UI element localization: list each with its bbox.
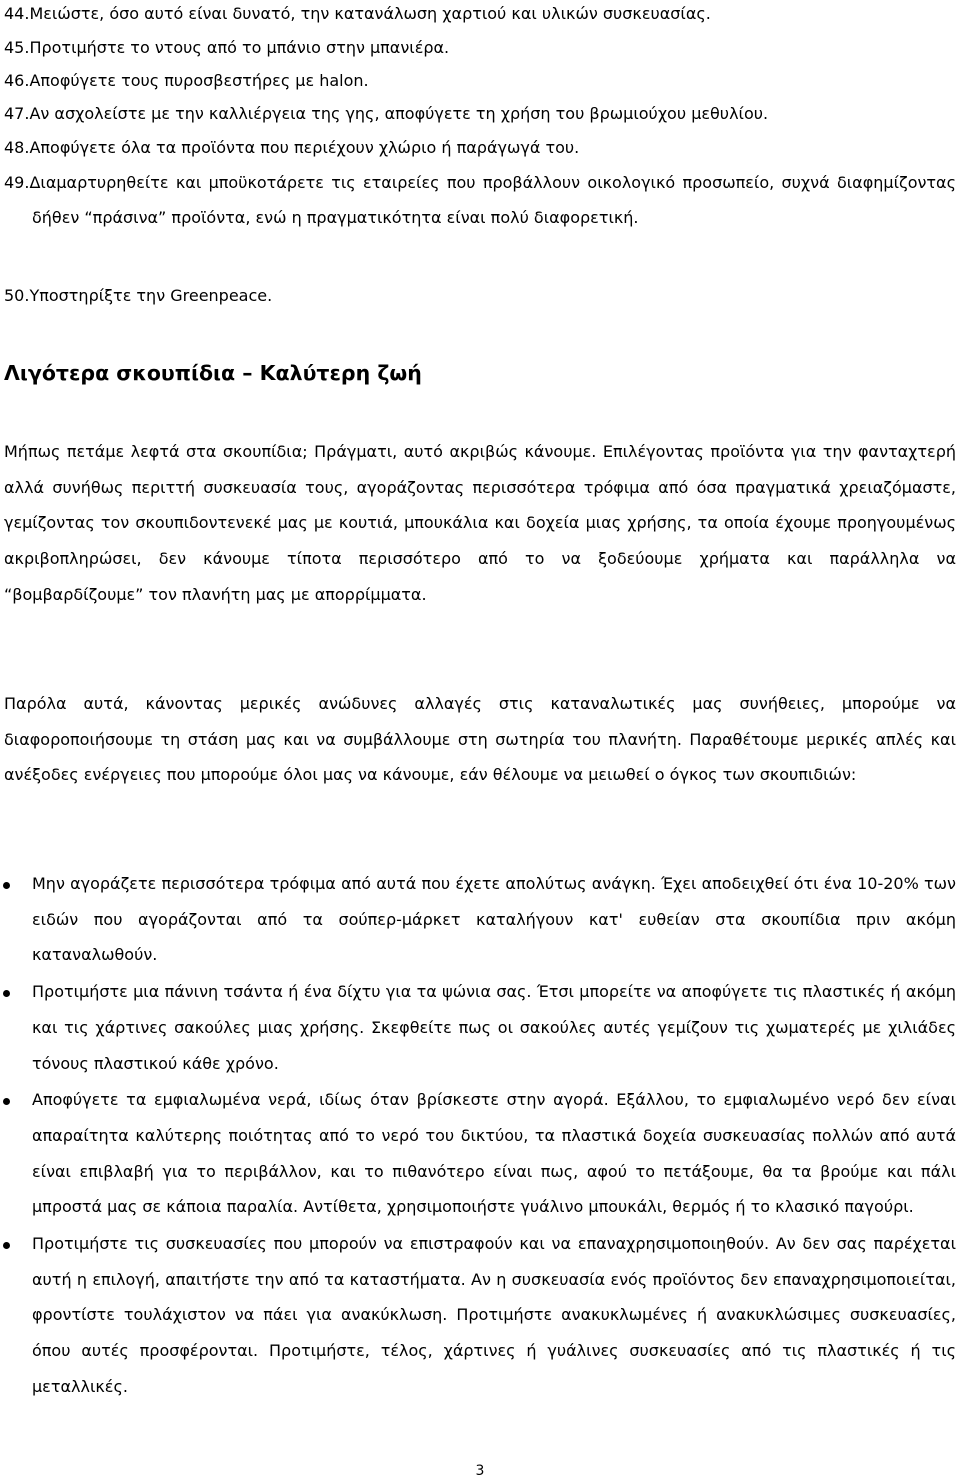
bullet-text: Αποφύγετε τα εμφιαλωμένα νερά, ιδίως όταν βρίσκεστε στην αγορά. Εξάλλου, το εμφιαλωμένο νερό δεν είναι απαραίτητα καλύτερης ποιότητας από το νερό του δικτύου, τα πλαστικά δοχεία συσκευασίας πολλών από αυτά είναι επιβλαβή για το περιβάλλον, και το πιθανότερο είναι πως, αφού το πετάξουμε, θα τα βρούμε και πάλι μπροστά μας σε κάποια παραλία. Αντίθετα, χρησιμοποιήστε γυάλινο μπουκάλι, θερμός ή το κλασικό παγούρι. [32,1090,956,1217]
bullet-text: Προτιμήστε μια πάνινη τσάντα ή ένα δίχτυ για τα ψώνια σας. Έτσι μπορείτε να αποφύγετε τις πλαστικές ή ακόμη και τις χάρτινες σακούλες μιας χρήσης. Σκεφθείτε πως οι σακούλες αυτές γεμίζουν τις χωματερές με χιλιάδες τόνους πλαστικού κάθε χρόνο. [32,982,956,1073]
item-text: Υποστηρίξτε την Greenpeace. [29,286,273,305]
bullet-item [0,866,956,973]
bullet-item [0,1226,956,1405]
item-text: Αν ασχολείστε με την καλλιέργεια της γης, αποφύγετε τη χρήση του βρωμιούχου μεθυλίου. [29,104,769,123]
bullet-item [0,974,956,1081]
list-item-48 [4,130,956,166]
paragraph-changes: Παρόλα αυτά, κάνοντας μερικές ανώδυνες αλλαγές στις καταναλωτικές μας συνήθειες, μπορούμε να διαφοροποιήσουμε τη στάση μας και να συμβάλλουμε στη σωτηρία του πλανήτη. Παραθέτουμε μερικές απλές και ανέξοδες ενέργειες που μπορούμε όλοι μας να κάνουμε, εάν θέλουμε να μειωθεί ο όγκος των σκουπιδιών: [4,694,956,785]
paragraph-intro: Μήπως πετάμε λεφτά στα σκουπίδια; Πράγματι, αυτό ακριβώς κάνουμε. Επιλέγοντας προϊόντα για την φανταχτερή αλλά συνήθως περιττή συσκευασία τους, αγοράζοντας περισσότερα τρόφιμα από όσα πραγματικά χρειαζόμαστε, γεμίζοντας τον σκουπιδοντενεκέ μας με κουτιά, μπουκάλια και δοχεία μιας χρήσης, τα οποία έχουμε προηγουμένως ακριβοπληρώσει, δεν κάνουμε τίποτα περισσότερο από το να ξοδεύουμε χρήματα και παράλληλα να “βομβαρδίζουμε” τον πλανήτη μας με απορρίμματα. [4,442,956,604]
item-text: Αποφύγετε όλα τα προϊόντα που περιέχουν χλώριο ή παράγωγά του. [29,138,580,157]
bullet-dot-icon [3,1098,10,1105]
page-number: 3 [475,1463,485,1479]
item-text: Μειώστε, όσο αυτό είναι δυνατό, την κατανάλωση χαρτιού και υλικών συσκευασίας. [29,4,711,23]
section-heading: Λιγότερα σκουπίδια – Καλύτερη ζωή [4,361,422,385]
bullet-text: Μην αγοράζετε περισσότερα τρόφιμα από αυτά που έχετε απολύτως ανάγκη. Έχει αποδειχθεί ότι ένα 10-20% των ειδών που αγοράζονται από τα σούπερ-μάρκετ καταλήγουν κατ' ευθείαν στα σκουπίδια πριν ακόμη καταναλωθούν. [32,874,956,965]
item-text: Διαμαρτυρηθείτε και μποϋκοτάρετε τις εταιρείες που προβάλλουν οικολογικό προσωπείο, συχνά διαφημίζοντας δήθεν “πράσινα” προϊόντα, ενώ η πραγματικότητα είναι πολύ διαφορετική. [29,173,956,227]
list-item-45 [4,30,956,66]
bullet-list [0,866,960,1406]
bullet-dot-icon [3,990,10,997]
item-number: 46. [4,71,30,90]
item-number: 45. [4,38,30,57]
item-number: 47. [4,104,30,123]
bullet-text: Προτιμήστε τις συσκευασίες που μπορούν να επιστραφούν και να επαναχρησιμοποιηθούν. Αν δεν σας παρέχεται αυτή η επιλογή, απαιτήστε την από τα καταστήματα. Αν η συσκευασία ενός προϊόντος δεν επαναχρησιμοποιείται, φροντίστε τουλάχιστον να πάει για ανακύκλωση. Προτιμήστε ανακυκλωμένες ή ανακυκλώσιμες συσκευασίες, όπου αυτές προσφέρονται. Προτιμήστε, τέλος, χάρτινες ή γυάλινες συσκευασίες από τις πλαστικές ή τις μεταλλικές. [32,1234,956,1396]
bullet-dot-icon [3,1242,10,1249]
list-item-47 [4,96,956,132]
list-item-44 [4,0,956,32]
item-text: Προτιμήστε το ντους από το μπάνιο στην μπανιέρα. [29,38,450,57]
bullet-item [0,1082,956,1225]
item-number: 50. [4,286,30,305]
bullet-dot-icon [3,882,10,889]
list-item-50 [4,278,956,314]
list-item-49 [4,165,956,235]
list-item-46 [4,63,956,99]
item-number: 44. [4,4,30,23]
item-number: 49. [4,173,30,192]
item-text: Αποφύγετε τους πυροσβεστήρες με halon. [29,71,369,90]
item-number: 48. [4,138,30,157]
